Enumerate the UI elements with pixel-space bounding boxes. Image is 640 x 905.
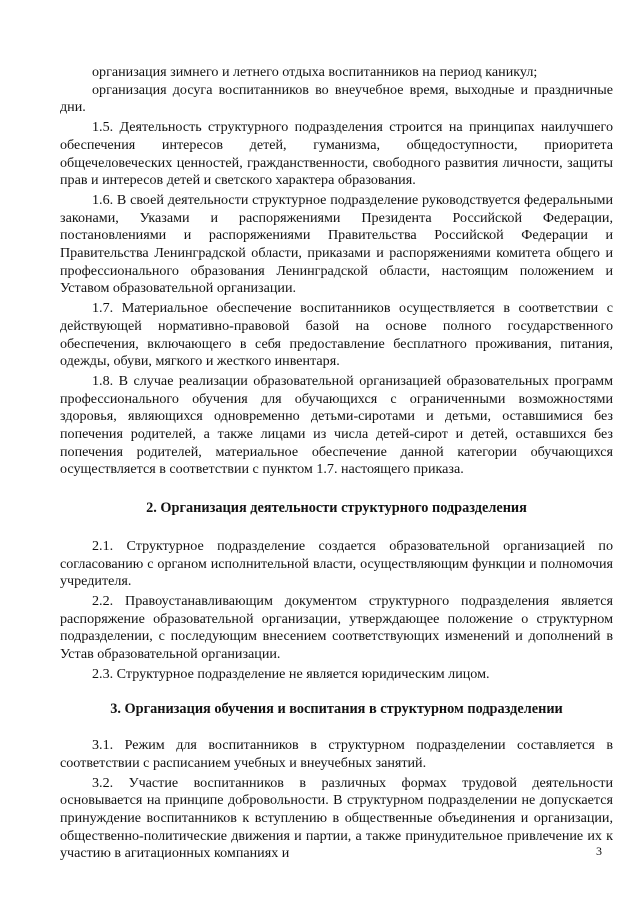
paragraph-1-5: 1.5. Деятельность структурного подразделения строится на принципах наилучшего обеспечения интересов детей, гуманизма, общедоступности, приоритета общечеловеческих ценностей, гражданственности, свободного развития личности, защиты прав и интересов детей и светского характера образования.	[60, 119, 613, 189]
paragraph-1-8: 1.8. В случае реализации образовательной организацией образовательных программ профессионального обучения для обучающихся с ограниченными возможностями здоровья, являющихся одновременно детьми-сиротами и детьми, оставшимися без попечения родителей, а также лицами из числа детей-сирот и детей, оставшихся без попечения родителей, материальное обеспечение данной категории обучающихся осуществляется в соответствии с пунктом 1.7. настоящего приказа.	[60, 372, 613, 478]
section-heading-2: 2. Организация деятельности структурного подразделения	[146, 500, 527, 517]
paragraph-summer-winter-rest: организация зимнего и летнего отдыха воспитанников на период каникул;	[92, 64, 538, 80]
paragraph-1-6: 1.6. В своей деятельности структурное подразделение руководствуется федеральными законами, Указами и распоряжениями Президента Российской Федерации, постановлениями и распоряжениями Правительства Российской Федерации и Правительства Ленинградской области, приказами и распоряжениями комитета общего и профессионального образования Ленинградской области, настоящим положением и Уставом образовательной организации.	[60, 191, 613, 297]
document-page	[60, 64, 613, 863]
paragraph-1-7: 1.7. Материальное обеспечение воспитанников осуществляется в соответствии с действующей нормативно-правовой базой на основе полного государственного обеспечения, включающего в себя предоставление бесплатного проживания, питания, одежды, обуви, мягкого и жесткого инвентаря.	[60, 300, 613, 370]
paragraph-2-3: 2.3. Структурное подразделение не является юридическим лицом.	[92, 665, 490, 682]
paragraph-3-1: 3.1. Режим для воспитанников в структурном подразделении составляется в соответствии с расписанием учебных и внеучебных занятий.	[60, 737, 613, 771]
paragraph-leisure: организация досуга воспитанников во внеучебное время, выходные и праздничные дни.	[60, 81, 613, 116]
section-heading-3: 3. Организация обучения и воспитания в структурном подразделении	[110, 700, 563, 717]
paragraph-2-2: 2.2. Правоустанавливающим документом структурного подразделения является распоряжение образовательной организации, утверждающее положение о структурном подразделении, с последующим внесением соответствующих изменений и дополнений в Устав образовательной организации.	[60, 592, 613, 663]
paragraph-2-1: 2.1. Структурное подразделение создается образовательной организацией по согласованию с органом исполнительной власти, осуществляющим функции и полномочия учредителя.	[60, 537, 613, 590]
page-number: 3	[596, 844, 602, 858]
paragraph-3-2: 3.2. Участие воспитанников в различных формах трудовой деятельности основывается на принципе добровольности. В структурном подразделении не допускается принуждение воспитанников к вступлению в общественные объединения и организации, общественно-политические движения и партии, а также принудительное привлечение их к участию в агитационных компаниях и	[60, 774, 613, 862]
